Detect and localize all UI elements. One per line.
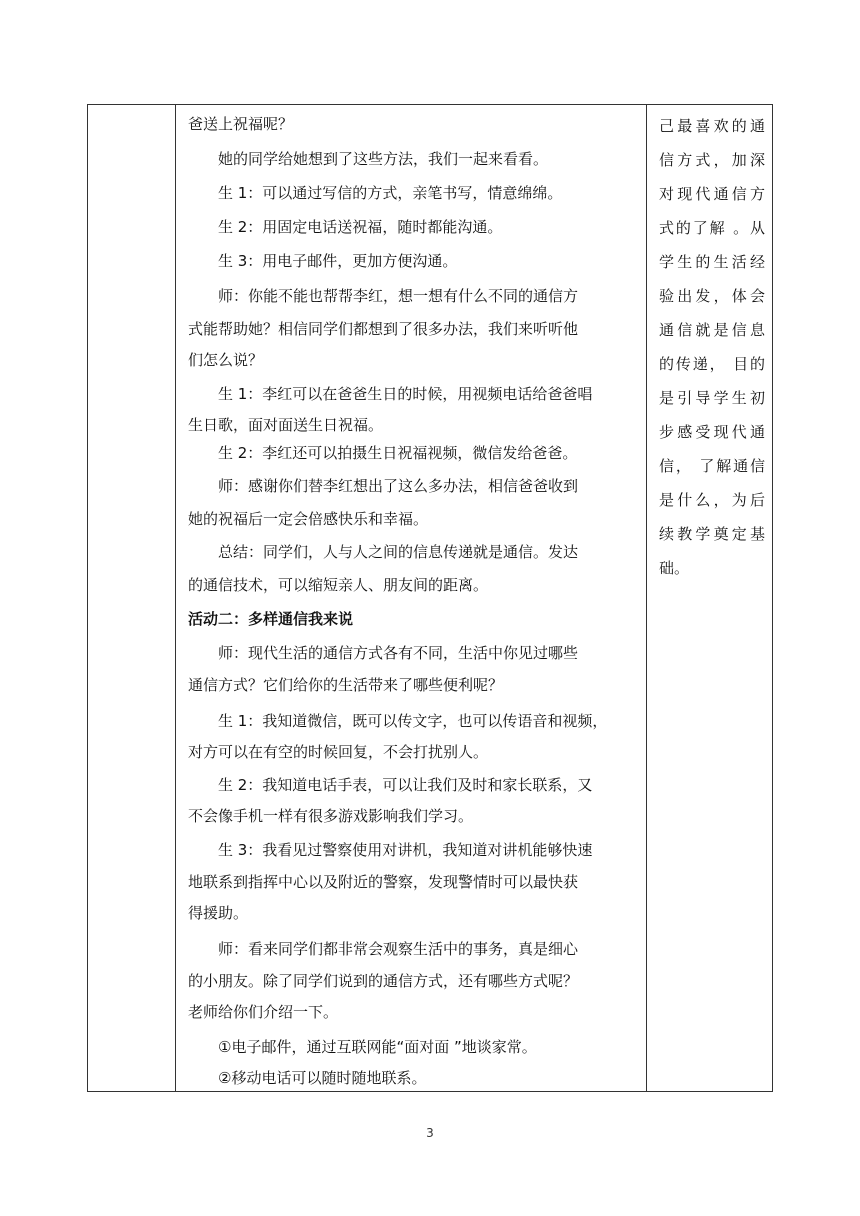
text-line: 爸送上祝福呢？ <box>188 115 294 133</box>
main-column <box>176 105 647 1091</box>
text-line: 师：现代生活的通信方式各有不同，生活中你见过哪些 <box>218 644 579 662</box>
note-line: 信， 了解通信 <box>659 457 765 475</box>
text-line: 生 2：李红还可以拍摄生日祝福视频，微信发给爸爸。 <box>218 444 578 462</box>
text-line: 生 1：可以通过写信的方式，亲笔书写，情意绵绵。 <box>218 184 563 202</box>
note-line: 步感受现代通 <box>659 423 765 441</box>
note-line: 是引导学生初 <box>659 389 765 407</box>
note-line: 验出发，体会 <box>659 287 765 305</box>
text-line: 得援助。 <box>188 904 249 922</box>
note-line: 学生的生活经 <box>659 253 765 271</box>
text-line: 师：感谢你们替李红想出了这么多办法，相信爸爸收到 <box>218 477 579 495</box>
text-line: 老师给你们介绍一下。 <box>188 1003 339 1021</box>
text-line: 对方可以在有空的时候回复，不会打扰别人。 <box>188 743 489 761</box>
text-line: 总结：同学们，人与人之间的信息传递就是通信。发达 <box>218 543 579 561</box>
text-line: ①电子邮件，通过互联网能“面对面 ”地谈家常。 <box>218 1038 537 1056</box>
note-line: 通信就是信息 <box>659 321 765 339</box>
left-column <box>88 105 176 1091</box>
section-heading: 活动二：多样通信我来说 <box>188 610 354 628</box>
note-line: 对现代通信方 <box>659 185 765 203</box>
text-line: 们怎么说？ <box>188 351 264 369</box>
text-line: 生 2：用固定电话送祝福，随时都能沟通。 <box>218 218 503 236</box>
note-line: 信方式，加深 <box>659 151 765 169</box>
note-line: 式的了解 。从 <box>659 219 765 237</box>
text-line: 不会像手机一样有很多游戏影响我们学习。 <box>188 807 474 825</box>
text-line: 生 3：我看见过警察使用对讲机，我知道对讲机能够快速 <box>218 841 593 859</box>
text-line: ②移动电话可以随时随地联系。 <box>218 1069 427 1087</box>
text-line: 生 3：用电子邮件，更加方便沟通。 <box>218 252 458 270</box>
text-line: 生日歌，面对面送生日祝福。 <box>188 416 384 434</box>
text-line: 地联系到指挥中心以及附近的警察，发现警情时可以最快获 <box>188 873 579 891</box>
text-line: 的小朋友。除了同学们说到的通信方式，还有哪些方式呢？ <box>188 972 579 990</box>
text-line: 她的祝福后一定会倍感快乐和幸福。 <box>188 510 429 528</box>
text-line: 她的同学给她想到了这些方法，我们一起来看看。 <box>218 150 549 168</box>
note-line: 己最喜欢的通 <box>659 117 765 135</box>
text-line: 生 1：我知道微信，既可以传文字，也可以传语音和视频， <box>218 712 608 730</box>
notes-column <box>647 105 772 1091</box>
note-line: 续教学奠定基 <box>659 525 765 543</box>
text-line: 式能帮助她？相信同学们都想到了很多办法，我们来听听他 <box>188 320 579 338</box>
text-line: 的通信技术，可以缩短亲人、朋友间的距离。 <box>188 576 489 594</box>
note-line: 是什么，为后 <box>659 491 765 509</box>
note-line: 础。 <box>659 559 690 577</box>
text-line: 生 2：我知道电话手表，可以让我们及时和家长联系，又 <box>218 776 593 794</box>
text-line: 师：你能不能也帮帮李红，想一想有什么不同的通信方 <box>218 287 579 305</box>
note-line: 的传递， 目的 <box>659 355 765 373</box>
page-number: 3 <box>426 1126 434 1140</box>
text-line: 通信方式？它们给你的生活带来了哪些便利呢？ <box>188 676 504 694</box>
lesson-table <box>87 104 773 1092</box>
text-line: 师：看来同学们都非常会观察生活中的事务，真是细心 <box>218 940 579 958</box>
text-line: 生 1：李红可以在爸爸生日的时候，用视频电话给爸爸唱 <box>218 385 593 403</box>
